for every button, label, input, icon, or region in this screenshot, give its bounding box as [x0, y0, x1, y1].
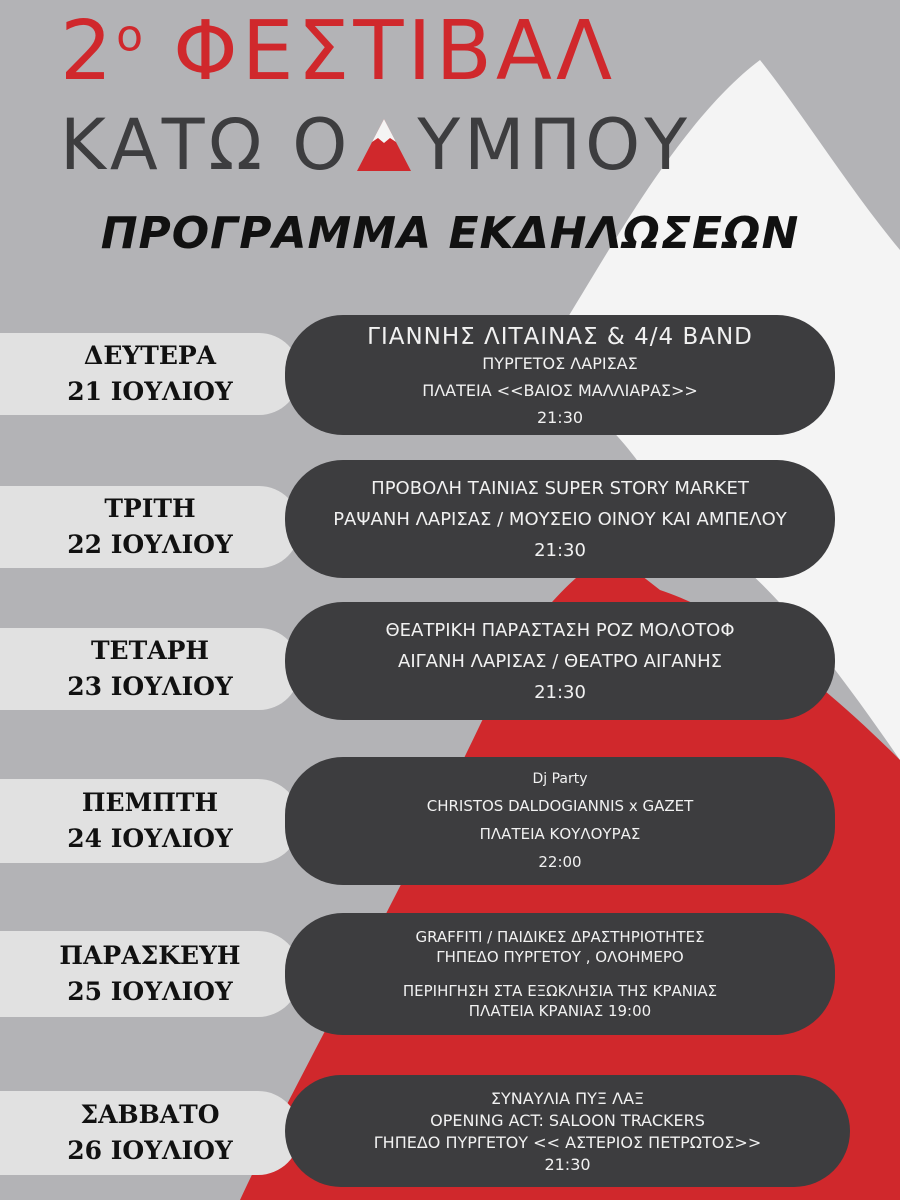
event-venue: ΓΗΠΕΔΟ ΠΥΡΓΕΤΟΥ , ΟΛΟΗΜΕΡΟ — [436, 948, 684, 966]
event-opening-act: OPENING ACT: SALOON TRACKERS — [430, 1110, 705, 1130]
event-card — [285, 757, 835, 885]
event-title: ΠΡΟΒΟΛΗ ΤΑΙΝΙΑΣ SUPER STORY MARKET — [371, 477, 749, 499]
event-title: ΣΥΝΑΥΛΙΑ ΠΥΞ ΛΑΞ — [490, 1088, 645, 1108]
event-card — [285, 602, 835, 720]
schedule-row-monday — [0, 315, 900, 435]
event-time: 22:00 — [538, 853, 582, 871]
day-name: ΣΑΒΒΑΤΟ — [80, 1100, 220, 1129]
event-venue: ΠΛΑΤΕΙΑ <<ΒΑΙΟΣ ΜΑΛΛΙΑΡΑΣ>> — [422, 380, 698, 400]
day-date: 22 ΙΟΥΛΙΟΥ — [67, 530, 233, 559]
day-date: 21 ΙΟΥΛΙΟΥ — [67, 377, 233, 406]
day-name: ΔΕΥΤΕΡΑ — [83, 341, 217, 370]
event-card — [285, 913, 835, 1035]
event-venue: ΠΛΑΤΕΙΑ ΚΟΥΛΟΥΡΑΣ — [479, 825, 641, 843]
event-location: ΠΥΡΓΕΤΟΣ ΛΑΡΙΣΑΣ — [482, 353, 638, 373]
event-card — [285, 460, 835, 578]
event-time: 21:30 — [534, 681, 586, 703]
schedule-row-thursday — [0, 757, 900, 885]
event-card — [285, 315, 835, 435]
event-time: 21:30 — [536, 407, 584, 427]
day-name: ΤΕΤΑΡΗ — [90, 636, 210, 665]
event-card — [285, 1075, 850, 1187]
festival-subtitle: ΚΑΤΩ Ο ΥΜΠΟΥ — [60, 104, 692, 186]
day-date: 25 ΙΟΥΛΙΟΥ — [67, 977, 233, 1006]
day-date: 23 ΙΟΥΛΙΟΥ — [67, 672, 233, 701]
event-venue: ΓΗΠΕΔΟ ΠΥΡΓΕΤΟΥ << ΑΣΤΕΡΙΟΣ ΠΕΤΡΩΤΟΣ>> — [373, 1132, 762, 1152]
event-venue-time: ΠΛΑΤΕΙΑ ΚΡΑΝΙΑΣ 19:00 — [468, 1002, 652, 1020]
day-name: ΤΡΙΤΗ — [104, 494, 196, 523]
day-label — [0, 779, 300, 863]
festival-title: $2^o$ ΦΕΣΤΙΒΑΛ — [60, 4, 617, 99]
schedule-row-tuesday — [0, 460, 900, 578]
day-name: ΠΕΜΠΤΗ — [81, 788, 219, 817]
event-title: ΘΕΑΤΡΙΚΗ ΠΑΡΑΣΤΑΣΗ ΡΟΖ ΜΟΛΟΤΟΦ — [385, 619, 735, 641]
day-date: 24 ΙΟΥΛΙΟΥ — [67, 824, 233, 853]
program-heading: ΠΡΟΓΡΑΜΜΑ ΕΚΔΗΛΩΣΕΩΝ — [100, 208, 800, 259]
event-time: 21:30 — [544, 1154, 591, 1174]
day-label — [0, 486, 300, 568]
event-artists: CHRISTOS DALDOGIANNIS x GAZET — [426, 797, 694, 815]
event-venue: ΡΑΨΑΝΗ ΛΑΡΙΣΑΣ / ΜΟΥΣΕΙΟ ΟΙΝΟΥ ΚΑΙ ΑΜΠΕΛΟΥ — [333, 508, 787, 530]
schedule-row-friday — [0, 913, 900, 1035]
mountain-peak-icon — [355, 115, 413, 173]
event-title: GRAFFITI / ΠΑΙΔΙΚΕΣ ΔΡΑΣΤΗΡΙΟΤΗΤΕΣ — [415, 928, 705, 946]
day-label — [0, 628, 300, 710]
event-title-2: ΠΕΡΙΗΓΗΣΗ ΣΤΑ ΕΞΩΚΛΗΣΙΑ ΤΗΣ ΚΡΑΝΙΑΣ — [402, 982, 718, 1000]
event-venue: ΑΙΓΑΝΗ ΛΑΡΙΣΑΣ / ΘΕΑΤΡΟ ΑΙΓΑΝΗΣ — [398, 650, 722, 672]
event-time: 21:30 — [534, 539, 586, 561]
schedule-row-saturday — [0, 1075, 900, 1187]
day-date: 26 ΙΟΥΛΙΟΥ — [67, 1136, 233, 1165]
day-label — [0, 1091, 300, 1175]
day-label — [0, 931, 300, 1017]
event-title: ΓΙΑΝΝΗΣ ΛΙΤΑΙΝΑΣ & 4/4 BAND — [367, 323, 753, 350]
schedule-row-wednesday — [0, 602, 900, 720]
event-title: Dj Party — [532, 771, 588, 787]
day-label — [0, 333, 300, 415]
day-name: ΠΑΡΑΣΚΕΥΗ — [59, 941, 241, 970]
